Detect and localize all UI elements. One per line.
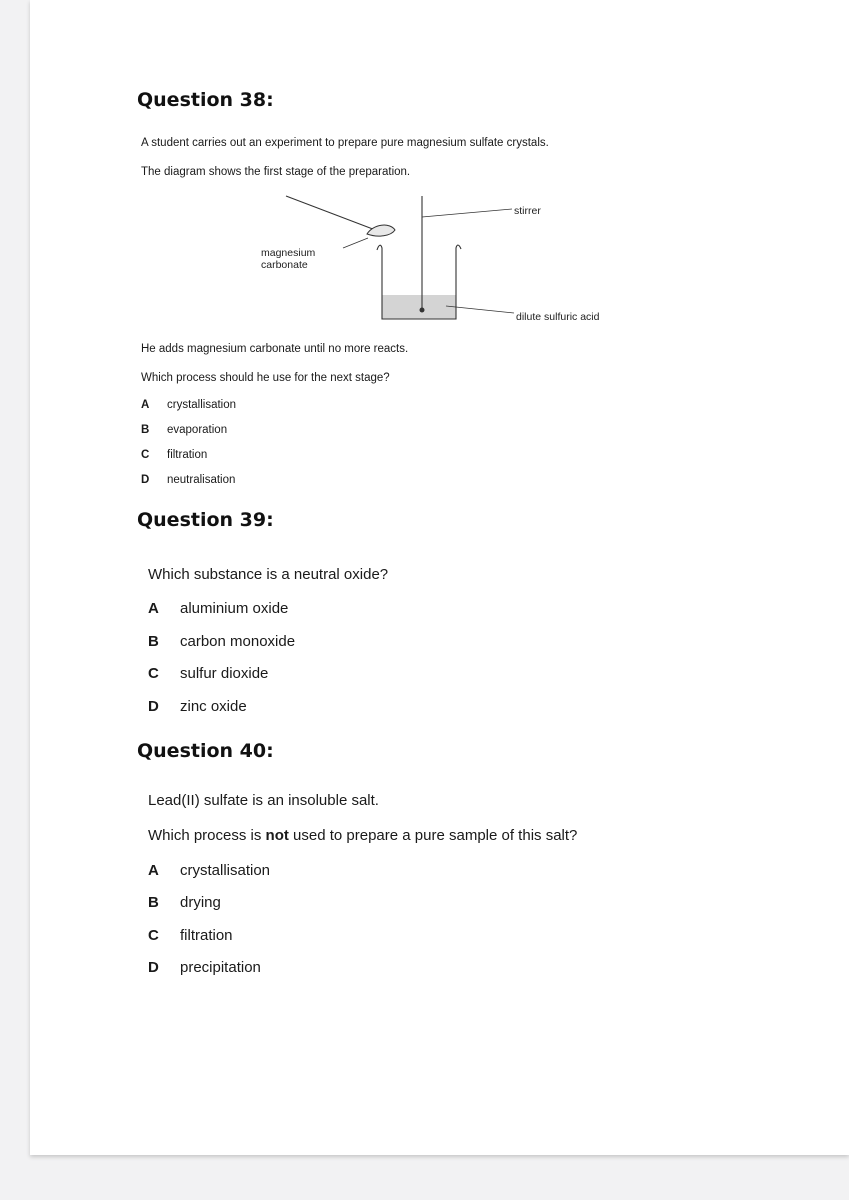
- q40-option-b: [148, 894, 221, 911]
- q40-option-a: [148, 862, 270, 879]
- option-letter: D: [141, 474, 150, 486]
- option-letter: A: [148, 600, 159, 617]
- option-text: carbon monoxide: [180, 633, 296, 650]
- experiment-diagram: [240, 186, 660, 336]
- q40-line-1: Lead(II) sulfate is an insoluble salt.: [148, 792, 379, 809]
- q40-question-post: used to prepare a pure sample of this salt?: [288, 827, 578, 844]
- option-letter: A: [141, 399, 150, 411]
- q39-option-a: [148, 600, 288, 617]
- option-text: aluminium oxide: [180, 600, 289, 617]
- option-letter: D: [148, 959, 159, 976]
- q38-intro-line-2: The diagram shows the first stage of the preparation.: [141, 166, 411, 178]
- option-text: crystallisation: [167, 399, 237, 411]
- option-letter: B: [148, 894, 159, 911]
- option-letter: B: [148, 633, 159, 650]
- option-text: precipitation: [180, 959, 261, 976]
- option-text: zinc oxide: [180, 698, 247, 715]
- q38-option-a: [141, 399, 236, 411]
- q38-line-3: He adds magnesium carbonate until no more reacts.: [141, 343, 409, 355]
- option-text: filtration: [167, 449, 208, 461]
- stirrer-label: stirrer: [514, 205, 541, 217]
- option-letter: D: [148, 698, 159, 715]
- q38-question: Which process should he use for the next stage?: [141, 372, 390, 384]
- magnesium-carbonate-leader: [343, 238, 368, 248]
- q40-option-c: [148, 927, 233, 944]
- q40-question-emphasis: not: [265, 827, 289, 844]
- q40-question: [148, 827, 577, 844]
- option-text: sulfur dioxide: [180, 665, 269, 682]
- q39-option-c: [148, 665, 268, 682]
- question-40-title: Question 40:: [137, 740, 274, 762]
- question-39-title: Question 39:: [137, 509, 274, 531]
- option-text: crystallisation: [180, 862, 271, 879]
- option-letter: C: [141, 449, 150, 461]
- option-letter: C: [148, 927, 159, 944]
- magnesium-label: magnesium: [261, 247, 316, 259]
- option-letter: C: [148, 665, 159, 682]
- question-38-title: Question 38:: [137, 89, 274, 111]
- option-text: evaporation: [167, 424, 228, 436]
- q38-intro-line-1: A student carries out an experiment to prepare pure magnesium sulfate crystals.: [141, 137, 549, 149]
- spatula-handle: [286, 196, 378, 231]
- document-page: [30, 0, 849, 1155]
- q39-option-b: [148, 633, 295, 650]
- acid-liquid: [382, 295, 456, 319]
- q38-option-b: [141, 424, 227, 436]
- option-letter: A: [148, 862, 159, 879]
- q40-question-pre: Which process is: [148, 827, 266, 844]
- option-text: filtration: [180, 927, 233, 944]
- stirrer-tip: [420, 308, 425, 313]
- q40-option-d: [148, 959, 261, 976]
- q38-option-d: [141, 474, 235, 486]
- dilute-sulfuric-acid-label: dilute sulfuric acid: [516, 311, 600, 323]
- stirrer-leader: [422, 209, 512, 217]
- spatula-scoop: [367, 225, 395, 236]
- carbonate-label: carbonate: [261, 259, 308, 271]
- q38-option-c: [141, 449, 207, 461]
- option-letter: B: [141, 424, 150, 436]
- option-text: neutralisation: [167, 474, 236, 486]
- q39-question: Which substance is a neutral oxide?: [148, 566, 389, 583]
- option-text: drying: [180, 894, 221, 911]
- q39-option-d: [148, 698, 247, 715]
